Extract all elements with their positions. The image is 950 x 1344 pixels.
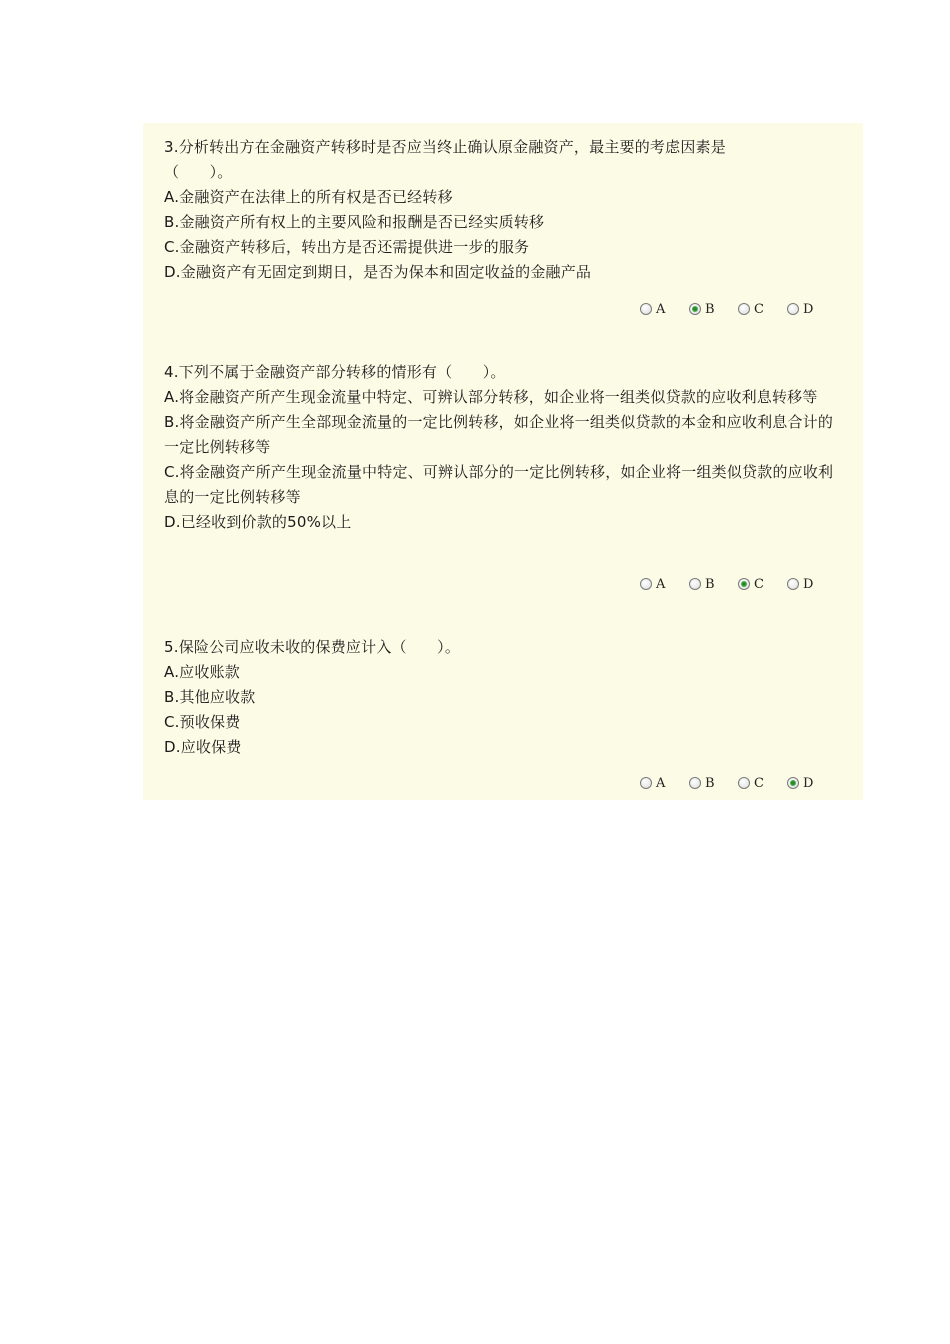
radio-choice-d[interactable] (787, 776, 836, 791)
radio-circle-icon[interactable] (640, 303, 652, 315)
radio-choice-a[interactable] (640, 776, 689, 791)
option-b: B.其他应收款 (164, 688, 256, 706)
question-stem: 3.分析转出方在金融资产转移时是否应当终止确认原金融资产，最主要的考虑因素是 (164, 138, 726, 156)
radio-label: B (705, 301, 715, 317)
radio-circle-icon[interactable] (738, 777, 750, 789)
radio-choice-b[interactable] (689, 776, 738, 791)
question-stem: 5.保险公司应收未收的保费应计入（ ）。 (164, 638, 461, 656)
question-stem: 4.下列不属于金融资产部分转移的情形有（ ）。 (164, 363, 506, 381)
option-c: C.将金融资产所产生现金流量中特定、可辨认部分的一定比例转移，如企业将一组类似贷款的应收利息的一定比例转移等 (164, 463, 834, 506)
option-b: B.将金融资产所产生全部现金流量的一定比例转移，如企业将一组类似贷款的本金和应收利息合计的一定比例转移等 (164, 413, 834, 456)
option-d: D.金融资产有无固定到期日，是否为保本和固定收益的金融产品 (164, 263, 592, 281)
radio-label: D (803, 301, 814, 317)
question-stem-blank: （ ）。 (164, 163, 233, 181)
radio-circle-icon[interactable] (787, 578, 799, 590)
radio-choice-c[interactable] (738, 776, 787, 791)
radio-choice-a[interactable] (640, 577, 689, 592)
radio-label: A (656, 775, 666, 791)
radio-circle-icon[interactable] (640, 777, 652, 789)
option-a: A.将金融资产所产生现金流量中特定、可辨认部分转移，如企业将一组类似贷款的应收利息转移等 (164, 388, 818, 406)
option-d: D.应收保费 (164, 738, 242, 756)
radio-label: B (705, 576, 715, 592)
question-5 (164, 635, 840, 760)
option-c: C.金融资产转移后，转出方是否还需提供进一步的服务 (164, 238, 530, 256)
option-d: D.已经收到价款的50%以上 (164, 513, 352, 531)
radio-circle-icon[interactable] (640, 578, 652, 590)
radio-choice-c[interactable] (738, 302, 787, 317)
radio-circle-icon[interactable] (787, 303, 799, 315)
radio-choice-d[interactable] (787, 302, 836, 317)
radio-choice-a[interactable] (640, 302, 689, 317)
radio-checked-icon[interactable] (787, 777, 799, 789)
radio-choice-b[interactable] (689, 577, 738, 592)
radio-circle-icon[interactable] (738, 303, 750, 315)
radio-label: B (705, 775, 715, 791)
option-c: C.预收保费 (164, 713, 241, 731)
radio-label: A (656, 301, 666, 317)
answer-radio-group-3 (640, 299, 836, 319)
radio-label: C (754, 576, 764, 592)
option-a: A.应收账款 (164, 663, 240, 681)
radio-choice-b[interactable] (689, 302, 738, 317)
radio-checked-icon[interactable] (738, 578, 750, 590)
radio-circle-icon[interactable] (689, 578, 701, 590)
question-4 (164, 360, 840, 535)
radio-label: C (754, 301, 764, 317)
option-a: A.金融资产在法律上的所有权是否已经转移 (164, 188, 453, 206)
radio-label: D (803, 775, 814, 791)
radio-choice-c[interactable] (738, 577, 787, 592)
radio-label: C (754, 775, 764, 791)
radio-circle-icon[interactable] (689, 777, 701, 789)
radio-label: D (803, 576, 814, 592)
radio-checked-icon[interactable] (689, 303, 701, 315)
question-3 (164, 135, 840, 285)
answer-radio-group-5 (640, 773, 836, 793)
radio-choice-d[interactable] (787, 577, 836, 592)
radio-label: A (656, 576, 666, 592)
answer-radio-group-4 (640, 574, 836, 594)
quiz-panel (143, 123, 863, 800)
option-b: B.金融资产所有权上的主要风险和报酬是否已经实质转移 (164, 213, 545, 231)
